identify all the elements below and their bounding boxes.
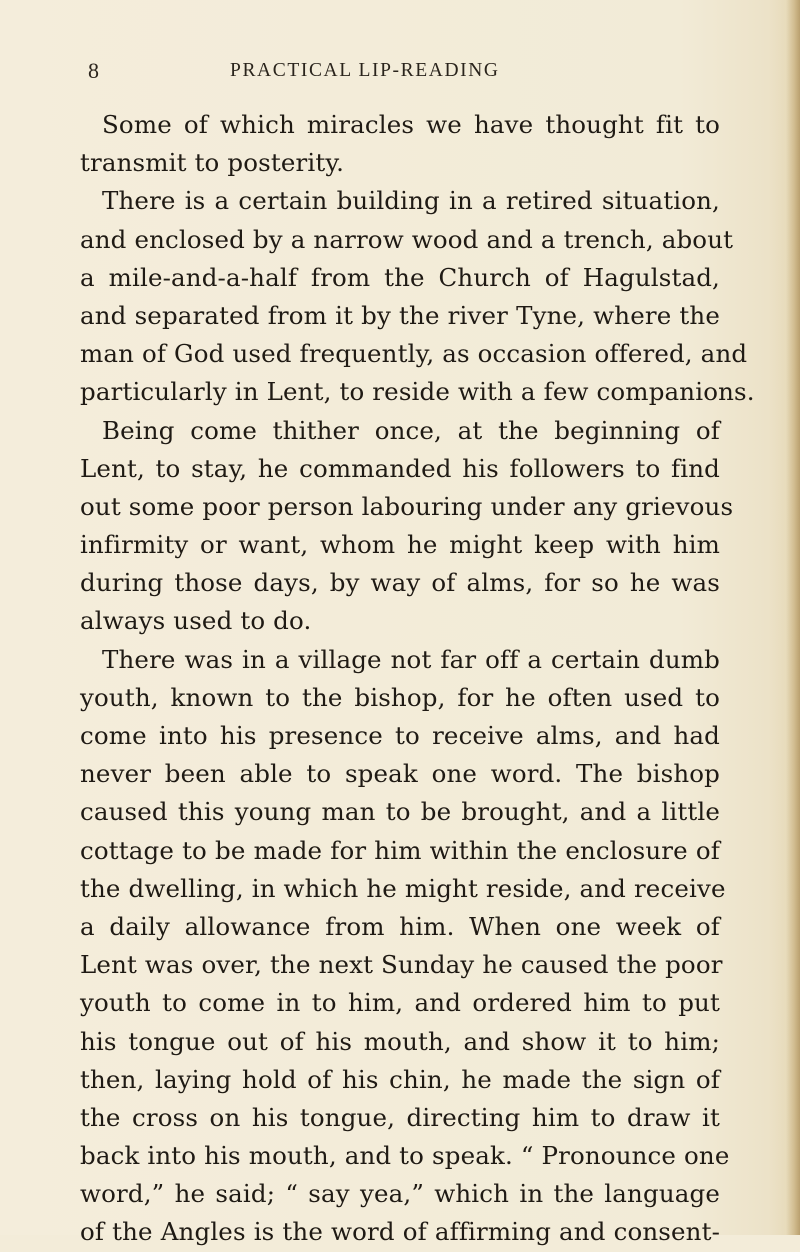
text-line: youth, known to the bishop, for he often used to	[80, 682, 720, 712]
text-line: back into his mouth, and to speak. “ Pronounce one	[80, 1141, 730, 1171]
text-line: particularly in Lent, to reside with a few companions.	[80, 377, 755, 407]
text-line: then, laying hold of his chin, he made the sign of	[80, 1064, 720, 1094]
text-line: a daily allowance from him. When one week of	[80, 911, 720, 941]
text-line: youth to come in to him, and ordered him to put	[80, 988, 720, 1018]
text-line: There was in a village not far off a certain dumb	[102, 644, 720, 674]
text-line: Lent, to stay, he commanded his followers to find	[80, 453, 720, 483]
text-line: There is a certain building in a retired situation,	[102, 186, 720, 216]
text-line: come into his presence to receive alms, and had	[80, 721, 720, 750]
text-line: out some poor person labouring under any grievous	[80, 491, 734, 521]
text-line: and separated from it by the river Tyne, where the	[80, 300, 720, 330]
page-edge-shadow	[786, 0, 800, 1235]
text-line: transmit to posterity.	[80, 148, 345, 178]
text-line: Lent was over, the next Sunday he caused the poor	[80, 950, 723, 980]
text-line: word,” he said; “ say yea,” which in the language	[80, 1179, 720, 1209]
text-line: Some of which miracles we have thought fit to	[102, 110, 720, 139]
text-line: man of God used frequently, as occasion offered, and	[80, 339, 748, 369]
body-text	[80, 106, 755, 1252]
text-line: of the Angles is the word of affirming and consent-	[80, 1217, 720, 1247]
text-line: infirmity or want, whom he might keep with him	[80, 530, 720, 560]
text-line: during those days, by way of alms, for so he was	[80, 568, 720, 598]
page-number: 8	[88, 58, 100, 83]
page-header	[0, 58, 800, 88]
text-line: the dwelling, in which he might reside, and receive	[80, 873, 726, 903]
text-line: a mile-and-a-half from the Church of Hagulstad,	[80, 262, 720, 292]
text-line: Being come thither once, at the beginning of	[102, 415, 720, 445]
running-head: PRACTICAL LIP-READING	[230, 60, 500, 81]
text-line: his tongue out of his mouth, and show it to him;	[80, 1026, 720, 1056]
text-line: and enclosed by a narrow wood and a trench, about	[80, 224, 734, 254]
text-line: always used to do.	[80, 606, 312, 636]
text-line: never been able to speak one word. The bishop	[80, 759, 720, 789]
text-line: cottage to be made for him within the enclosure of	[80, 835, 720, 865]
text-line: the cross on his tongue, directing him to draw it	[80, 1102, 720, 1132]
text-line: caused this young man to be brought, and a little	[80, 797, 720, 827]
